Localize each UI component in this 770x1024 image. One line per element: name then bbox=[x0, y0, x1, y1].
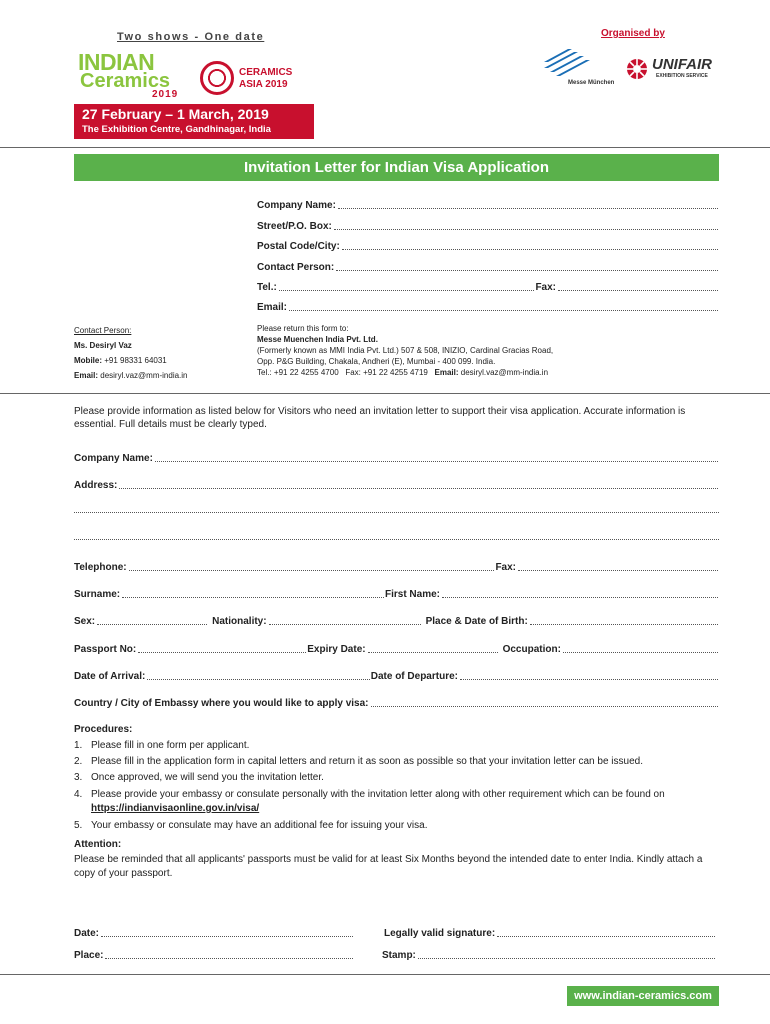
stamp-label: Stamp: bbox=[382, 950, 416, 961]
header-divider bbox=[0, 147, 770, 148]
return-contacts-row bbox=[257, 367, 727, 378]
email-field[interactable] bbox=[257, 299, 719, 313]
telephone-label: Telephone: bbox=[74, 562, 127, 573]
address-label: Address: bbox=[74, 480, 118, 491]
sex-label: Sex: bbox=[74, 616, 96, 627]
attention-text: Please be reminded that all applicants' passports must be valid for at least Six Months beyond the intended date to enter India. Kindly attach a copy of your passport. bbox=[74, 854, 703, 879]
item-number: 2. bbox=[74, 756, 83, 767]
intro-text: Please provide information as listed below for Visitors who need an invitation letter to support their visa application. Accurate information is essential. Full details must be clearly typed. bbox=[74, 406, 686, 430]
return-company: Messe Muenchen India Pvt. Ltd. bbox=[257, 335, 378, 344]
procedures-list bbox=[74, 738, 719, 834]
return-address-line2: Opp. P&G Building, Chakala, Andheri (E), Mumbai - 400 099. India. bbox=[257, 357, 496, 366]
contact-mobile-label: Mobile: bbox=[74, 356, 102, 365]
ceramics-asia-line1: CERAMICS bbox=[239, 67, 293, 78]
visitor-company-name-line[interactable] bbox=[155, 461, 718, 462]
messe-muenchen-logo-icon bbox=[544, 48, 590, 78]
event-dates: 27 February – 1 March, 2019 bbox=[82, 106, 269, 122]
nationality-line[interactable] bbox=[269, 624, 421, 625]
telephone-line[interactable] bbox=[129, 570, 495, 571]
form-title: Invitation Letter for Indian Visa Application bbox=[74, 154, 719, 181]
return-tel-label: Tel.: bbox=[257, 368, 272, 377]
return-email: desiryl.vaz@mm-india.in bbox=[460, 368, 549, 377]
postal-field[interactable] bbox=[257, 238, 719, 252]
date-label: Date: bbox=[74, 928, 100, 939]
item-text-body: Please provide your embassy or consulate personally with the invitation letter along with other requirement which can be found on bbox=[91, 789, 665, 800]
expiry-date-label: Expiry Date: bbox=[307, 644, 366, 655]
header bbox=[0, 0, 770, 147]
expiry-date-line[interactable] bbox=[368, 652, 498, 653]
return-fax: +91 22 4255 4719 bbox=[363, 368, 428, 377]
visitor-company-name-field[interactable] bbox=[74, 450, 719, 464]
contact-mobile-row bbox=[74, 353, 188, 368]
messe-muenchen-name: Messe München bbox=[568, 80, 615, 86]
address-line-2[interactable] bbox=[74, 512, 719, 513]
indian-ceramics-logo-year: 2019 bbox=[152, 89, 179, 100]
unifair-logo-icon bbox=[626, 58, 648, 80]
contact-person-label: Contact Person: bbox=[257, 262, 335, 273]
list-item bbox=[74, 754, 719, 770]
company-name-label: Company Name: bbox=[257, 200, 336, 211]
place-line[interactable] bbox=[105, 958, 353, 959]
street-label: Street/P.O. Box: bbox=[257, 221, 332, 232]
return-address-line1: (Formerly known as MMI India Pvt. Ltd.) 507 & 508, INIZIO, Cardinal Gracias Road, bbox=[257, 346, 554, 355]
street-line[interactable] bbox=[334, 229, 718, 230]
nationality-label: Nationality: bbox=[212, 616, 267, 627]
tagline: Two shows - One date bbox=[117, 31, 265, 43]
item-text: Once approved, we will send you the invitation letter. bbox=[91, 772, 324, 783]
surname-label: Surname: bbox=[74, 589, 121, 600]
item-number: 1. bbox=[74, 740, 83, 751]
company-name-field[interactable] bbox=[257, 197, 719, 211]
first-name-line[interactable] bbox=[442, 597, 718, 598]
list-item bbox=[74, 738, 719, 754]
date-arrival-label: Date of Arrival: bbox=[74, 671, 146, 682]
section-divider bbox=[0, 393, 770, 394]
contact-person-block bbox=[74, 323, 188, 383]
postal-label: Postal Code/City: bbox=[257, 241, 340, 252]
visitor-fax-line[interactable] bbox=[518, 570, 718, 571]
embassy-line[interactable] bbox=[371, 706, 718, 707]
date-arrival-line[interactable] bbox=[147, 679, 369, 680]
email-line[interactable] bbox=[289, 310, 718, 311]
list-item bbox=[74, 786, 719, 816]
return-email-label: Email: bbox=[434, 368, 459, 377]
date-departure-line[interactable] bbox=[460, 679, 718, 680]
sex-line[interactable] bbox=[97, 624, 207, 625]
item-text: Please fill in the application form in capital letters and return it as soon as possible so that your invitation letter can be issued. bbox=[91, 756, 643, 767]
place-dob-line[interactable] bbox=[530, 624, 718, 625]
indian-visa-online-link[interactable]: https://indianvisaonline.gov.in/visa/ bbox=[91, 803, 260, 814]
item-text: Please fill in one form per applicant. bbox=[91, 740, 250, 751]
place-label: Place: bbox=[74, 950, 104, 961]
contact-email: desiryl.vaz@mm-india.in bbox=[100, 371, 188, 380]
list-item bbox=[74, 770, 719, 786]
procedures-heading: Procedures: bbox=[74, 724, 133, 735]
signature-line[interactable] bbox=[497, 936, 715, 937]
embassy-label: Country / City of Embassy where you would like to apply visa: bbox=[74, 698, 369, 709]
return-tel: +91 22 4255 4700 bbox=[273, 368, 339, 377]
occupation-label: Occupation: bbox=[502, 644, 561, 655]
organised-by-label: Organised by bbox=[601, 28, 665, 39]
travel-dates-field[interactable] bbox=[74, 668, 719, 682]
contact-email-label: Email: bbox=[74, 371, 99, 380]
email-label: Email: bbox=[257, 302, 288, 313]
date-field[interactable] bbox=[74, 925, 354, 939]
embassy-field[interactable] bbox=[74, 695, 719, 709]
item-number: 5. bbox=[74, 820, 83, 831]
stamp-field[interactable] bbox=[382, 947, 716, 961]
item-text: Your embassy or consulate may have an additional fee for issuing your visa. bbox=[91, 820, 428, 831]
unifair-subtitle: EXHIBITION SERVICE bbox=[656, 73, 708, 79]
tel-label: Tel.: bbox=[257, 282, 277, 293]
sex-nationality-dob-field[interactable] bbox=[74, 613, 719, 627]
visitor-company-name-label: Company Name: bbox=[74, 453, 153, 464]
company-name-line[interactable] bbox=[338, 208, 718, 209]
surname-line[interactable] bbox=[122, 597, 384, 598]
procedures-section bbox=[74, 722, 719, 834]
date-line[interactable] bbox=[101, 936, 353, 937]
contact-person-field[interactable] bbox=[257, 259, 719, 273]
item-number: 4. bbox=[74, 789, 83, 800]
ceramics-asia-line2: ASIA 2019 bbox=[239, 79, 288, 90]
unifair-name: UNIFAIR bbox=[652, 56, 712, 73]
place-dob-label: Place & Date of Birth: bbox=[425, 616, 528, 627]
address-line-3[interactable] bbox=[74, 539, 719, 540]
telephone-fax-field[interactable] bbox=[74, 559, 719, 573]
list-item bbox=[74, 816, 719, 834]
address-line-1[interactable] bbox=[119, 488, 718, 489]
contact-person-line[interactable] bbox=[336, 270, 718, 271]
tel-fax-field[interactable] bbox=[257, 279, 719, 293]
return-intro: Please return this form to: bbox=[257, 324, 349, 333]
occupation-line[interactable] bbox=[563, 652, 718, 653]
street-field[interactable] bbox=[257, 218, 719, 232]
contact-email-row bbox=[74, 368, 188, 383]
stamp-line[interactable] bbox=[418, 958, 715, 959]
contact-name: Ms. Desiryl Vaz bbox=[74, 341, 132, 350]
indian-ceramics-logo-indian: INDIAN bbox=[78, 49, 155, 75]
passport-field[interactable] bbox=[74, 641, 719, 655]
address-field[interactable] bbox=[74, 477, 719, 491]
signature-field[interactable] bbox=[384, 925, 716, 939]
passport-no-line[interactable] bbox=[138, 652, 306, 653]
contact-heading: Contact Person: bbox=[74, 326, 132, 335]
name-field[interactable] bbox=[74, 586, 719, 600]
first-name-label: First Name: bbox=[384, 589, 440, 600]
return-fax-label: Fax: bbox=[345, 368, 361, 377]
item-number: 3. bbox=[74, 772, 83, 783]
footer-divider bbox=[0, 974, 770, 975]
passport-no-label: Passport No: bbox=[74, 644, 137, 655]
tel-line[interactable] bbox=[279, 290, 535, 291]
ceramics-asia-logo bbox=[239, 67, 292, 91]
ceramics-asia-emblem-icon bbox=[200, 61, 234, 95]
item-text bbox=[91, 788, 719, 816]
return-address-block bbox=[257, 323, 727, 378]
attention-section bbox=[74, 837, 719, 881]
contact-mobile: +91 98331 64031 bbox=[104, 356, 167, 365]
signature-label: Legally valid signature: bbox=[384, 928, 496, 939]
fax-line[interactable] bbox=[558, 290, 718, 291]
postal-line[interactable] bbox=[342, 249, 718, 250]
visitor-fax-label: Fax: bbox=[495, 562, 516, 573]
event-venue: The Exhibition Centre, Gandhinagar, India bbox=[82, 124, 271, 135]
attention-heading: Attention: bbox=[74, 839, 122, 850]
indian-ceramics-logo-ceramics: Ceramics bbox=[80, 70, 171, 92]
website-link[interactable]: www.indian-ceramics.com bbox=[567, 986, 719, 1006]
place-field[interactable] bbox=[74, 947, 354, 961]
fax-label: Fax: bbox=[535, 282, 556, 293]
date-departure-label: Date of Departure: bbox=[370, 671, 458, 682]
event-date-banner bbox=[74, 104, 314, 139]
